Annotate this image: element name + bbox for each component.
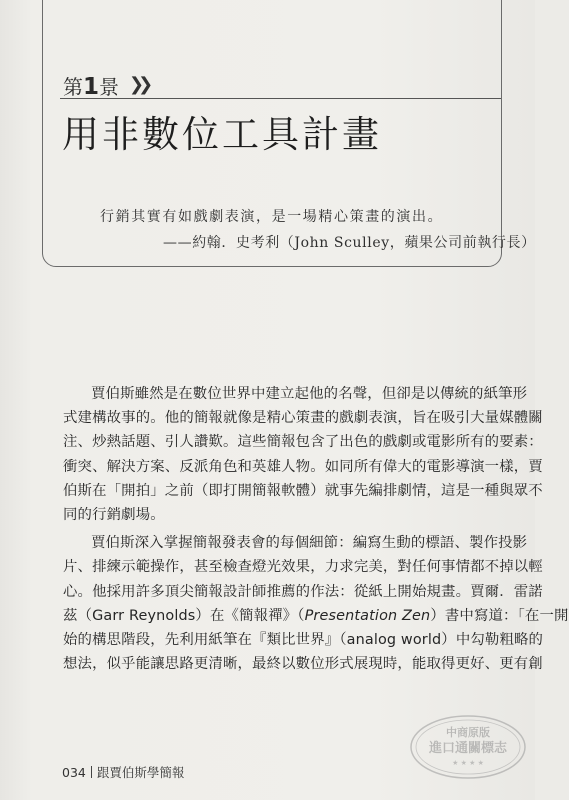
chapter-label-suffix: 景 (99, 75, 120, 99)
stamp-line-1: 中商原版 (446, 726, 490, 739)
paragraph-2-line: 賈伯斯深入掌握簡報發表會的每個細節：編寫生動的標語、製作投影 (91, 535, 528, 552)
book-title-italic: Presentation Zen (304, 607, 431, 624)
paragraph-1-line: 同的行銷劇場。 (63, 507, 165, 524)
footer-separator (91, 766, 92, 778)
paragraph-2-line: 始的構思階段，先利用紙筆在『類比世界』（analog world）中勾勒粗略的 (63, 632, 544, 649)
page-footer (62, 763, 184, 781)
footer-book-title: 跟賈伯斯學簡報 (96, 765, 185, 780)
paragraph-2-line-tail: ）書中寫道：「在一開 (430, 607, 569, 624)
paragraph-2-line (63, 604, 569, 628)
paragraph-1-line: 賈伯斯雖然是在數位世界中建立起他的名聲，但卻是以傳統的紙筆形 (91, 386, 528, 402)
stamp-line-2: 進口通關標志 (428, 741, 508, 756)
epigraph-quote: 行銷其實有如戲劇表演，是一場精心策畫的演出。 (100, 209, 444, 225)
epigraph-attribution: ——約翰．史考利（John Sculley，蘋果公司前執行長） (163, 235, 536, 251)
body-text (63, 382, 569, 676)
paragraph-1-line: 伯斯在「開拍」之前（即打開簡報軟體）就事先編排劇情，這是一種與眾不 (63, 482, 543, 499)
paragraph-2-line-head: 茲（Garr Reynolds）在《簡報禪》（ (63, 607, 305, 624)
paragraph-1-line: 衝突、解決方案、反派角色和英雄人物。如同所有偉大的電影導演一樣，賈 (63, 458, 543, 475)
double-chevron-right-icon: ❯❯ (129, 74, 148, 95)
chapter-divider (60, 98, 501, 99)
paragraph-1-line: 注、炒熱話題、引人讚歎。這些簡報包含了出色的戲劇或電影所有的要素： (63, 434, 543, 451)
svg-text:★ ★ ★ ★: ★ ★ ★ ★ (452, 759, 484, 767)
page-number: 034 (62, 765, 86, 780)
chapter-label-prefix: 第 (63, 75, 83, 99)
chapter-title: 用非數位工具計畫 (62, 113, 382, 156)
paragraph-2-line: 心。他採用許多頂尖簡報設計師推薦的作法：從紙上開始規畫。賈爾．雷諾 (63, 583, 543, 600)
paragraph-2-line: 想法，似乎能讓思路更清晰，最終以數位形式展現時，能取得更好、更有創 (63, 656, 543, 673)
import-stamp (408, 712, 528, 782)
paragraph-1-line: 式建構故事的。他的簡報就像是精心策畫的戲劇表演，旨在吸引大量媒體關 (63, 410, 543, 427)
chapter-label (63, 71, 119, 100)
paragraph-2-line: 片、排練示範操作，甚至檢查燈光效果，力求完美，對任何事情都不掉以輕 (63, 559, 543, 576)
chapter-number: 1 (83, 74, 100, 100)
